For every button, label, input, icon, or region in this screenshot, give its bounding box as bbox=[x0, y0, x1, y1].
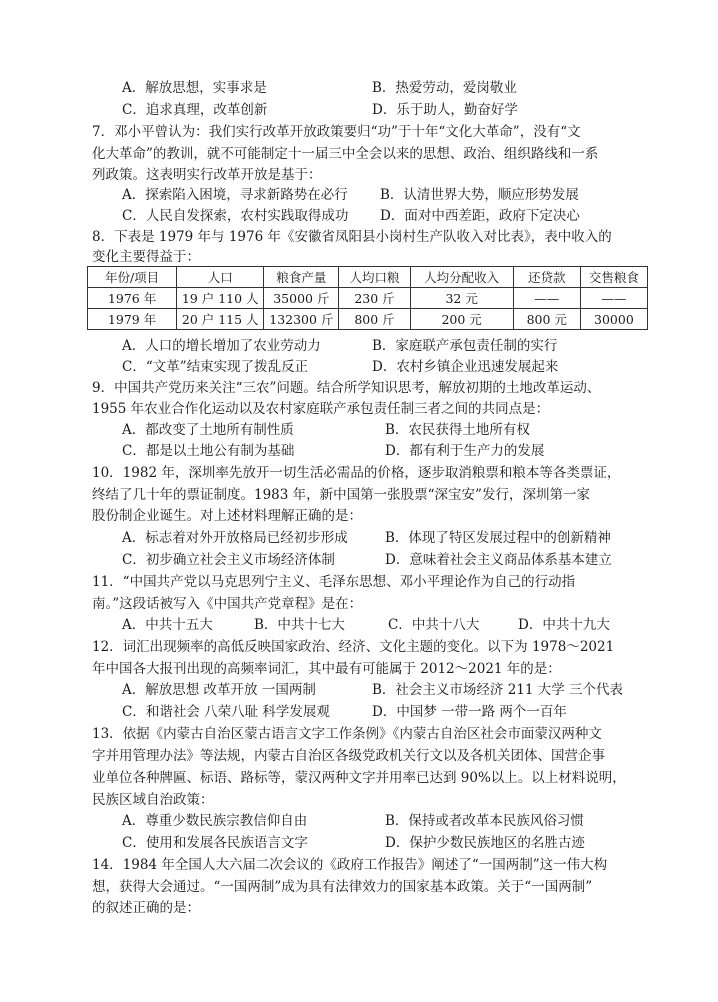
q9-option-a[interactable]: A．都改变了土地所有制性质 bbox=[122, 422, 294, 438]
q7-stem-line-1: 7．邓小平曾认为：我们实行改革开放政策要归“功”于十年“文化大革命”，没有“文 bbox=[92, 124, 581, 140]
q14-stem-line-3: 的叙述正确的是： bbox=[92, 900, 200, 916]
table-cell: 800 斤 bbox=[339, 309, 410, 330]
q11-stem-line-2: 南。”这段话被写入《中国共产党章程》是在： bbox=[92, 596, 363, 612]
q13-stem-line-2: 字并用管理办法》等法规，内蒙古自治区各级党政机关行文以及各机关团体、国营企事 bbox=[92, 748, 605, 764]
table-header-cell: 人均口粮 bbox=[339, 267, 410, 288]
q7-stem-line-2: 化大革命”的教训，就不可能制定十一届三中全会以来的思想、政治、组织路线和一系 bbox=[92, 146, 599, 162]
q6-option-a[interactable]: A．解放思想，实事求是 bbox=[122, 80, 267, 96]
q8-option-d[interactable]: D．农村乡镇企业迅速发展起来 bbox=[372, 359, 559, 375]
q7-option-c[interactable]: C．人民自发探索，农村实践取得成功 bbox=[122, 208, 349, 224]
income-comparison-table bbox=[87, 266, 648, 330]
table-cell: 230 斤 bbox=[339, 288, 410, 309]
q11-option-b[interactable]: B．中共十七大 bbox=[254, 617, 345, 633]
q12-option-c[interactable]: C．和谐社会 八荣八耻 科学发展观 bbox=[122, 704, 330, 720]
q10-stem-line-1: 10．1982 年，深圳率先放开一切生活必需品的价格，逐步取消粮票和粮本等各类票证， bbox=[92, 465, 621, 481]
q10-option-b[interactable]: B．体现了特区发展过程中的创新精神 bbox=[385, 530, 611, 546]
table-cell: 20 户 115 人 bbox=[177, 309, 264, 330]
q12-option-a[interactable]: A．解放思想 改革开放 一国两制 bbox=[122, 682, 316, 698]
q12-option-d[interactable]: D．中国梦 一带一路 两个一百年 bbox=[372, 704, 567, 720]
table-cell: 30000 bbox=[580, 309, 647, 330]
q6-option-c[interactable]: C．追求真理，改革创新 bbox=[122, 102, 268, 118]
table-cell: 200 元 bbox=[410, 309, 513, 330]
table-header-cell: 交售粮食 bbox=[580, 267, 647, 288]
table-cell: —— bbox=[580, 288, 647, 309]
q12-stem-line-2: 年中国各大报刊出现的高频率词汇，其中最有可能属于 2012～2021 年的是： bbox=[92, 661, 561, 677]
table-cell: 800 元 bbox=[513, 309, 580, 330]
table-cell: 19 户 110 人 bbox=[177, 288, 264, 309]
q7-option-d[interactable]: D．面对中西差距，政府下定决心 bbox=[380, 208, 580, 224]
q8-option-c[interactable]: C．“文革”结束实现了拨乱反正 bbox=[122, 359, 309, 375]
q6-option-b[interactable]: B．热爱劳动，爱岗敬业 bbox=[372, 80, 517, 96]
q13-stem-line-4: 民族区域自治政策： bbox=[92, 792, 214, 808]
q11-stem-line-1: 11．“中国共产党以马克思列宁主义、毛泽东思想、邓小平理论作为自己的行动指 bbox=[92, 574, 576, 590]
q10-stem-line-3: 股份制企业诞生。对上述材料理解正确的是： bbox=[92, 508, 362, 524]
q8-option-a[interactable]: A．人口的增长增加了农业劳动力 bbox=[122, 338, 321, 354]
q8-stem-line-1: 8．下表是 1979 年与 1976 年《安徽省凤阳县小岗村生产队收入对比表》，表中收入的 bbox=[92, 229, 612, 245]
table-header-cell: 还贷款 bbox=[513, 267, 580, 288]
q11-option-d[interactable]: D．中共十九大 bbox=[518, 617, 610, 633]
table-header-cell: 人口 bbox=[177, 267, 264, 288]
q9-option-c[interactable]: C．都是以土地公有制为基础 bbox=[122, 443, 295, 459]
q6-option-d[interactable]: D．乐于助人，勤奋好学 bbox=[372, 102, 518, 118]
table-cell: 32 元 bbox=[410, 288, 513, 309]
table-row bbox=[88, 288, 648, 309]
q7-option-a[interactable]: A．探索陷入困境，寻求新路势在必行 bbox=[122, 187, 348, 203]
q11-option-a[interactable]: A．中共十五大 bbox=[122, 617, 213, 633]
table-cell: 132300 斤 bbox=[264, 309, 339, 330]
q9-stem-line-1: 9．中国共产党历来关注“三农”问题。结合所学知识思考，解放初期的土地改革运动、 bbox=[92, 380, 601, 396]
q13-option-a[interactable]: A．尊重少数民族宗教信仰自由 bbox=[122, 813, 308, 829]
q7-stem-line-3: 列政策。这表明实行改革开放是基于： bbox=[92, 167, 322, 183]
q13-stem-line-1: 13．依据《内蒙古自治区蒙古语言文字工作条例》《内蒙古自治区社会市面蒙汉两种文 bbox=[92, 726, 602, 742]
q12-stem-line-1: 12．词汇出现频率的高低反映国家政治、经济、文化主题的变化。以下为 1978～2021 bbox=[92, 639, 615, 655]
q13-option-c[interactable]: C．使用和发展各民族语言文字 bbox=[122, 835, 308, 851]
table-cell: 35000 斤 bbox=[264, 288, 339, 309]
table-row bbox=[88, 309, 648, 330]
table-header-cell: 人均分配收入 bbox=[410, 267, 513, 288]
q10-option-d[interactable]: D．意味着社会主义商品体系基本建立 bbox=[385, 552, 612, 568]
table-header-cell: 年份/项目 bbox=[88, 267, 177, 288]
q10-stem-line-2: 终结了几十年的票证制度。1983 年，新中国第一张股票“深宝安”发行，深圳第一家 bbox=[92, 487, 590, 503]
q13-stem-line-3: 业单位各种牌匾、标语、路标等，蒙汉两种文字并用率已达到 90%以上。以上材料说明， bbox=[92, 770, 626, 786]
q7-option-b[interactable]: B．认清世界大势，顺应形势发展 bbox=[380, 187, 579, 203]
q12-option-b[interactable]: B．社会主义市场经济 211 大学 三个代表 bbox=[372, 682, 624, 698]
q13-option-b[interactable]: B．保持或者改革本民族风俗习惯 bbox=[385, 813, 584, 829]
q10-option-c[interactable]: C．初步确立社会主义市场经济体制 bbox=[122, 552, 335, 568]
q9-option-b[interactable]: B．农民获得土地所有权 bbox=[385, 422, 530, 438]
q8-option-b[interactable]: B．家庭联产承包责任制的实行 bbox=[372, 338, 558, 354]
table-cell: —— bbox=[513, 288, 580, 309]
q14-stem-line-1: 14．1984 年全国人大六届二次会议的《政府工作报告》阐述了“一国两制”这一伟大构 bbox=[92, 857, 608, 873]
table-cell: 1979 年 bbox=[88, 309, 177, 330]
table-header-row bbox=[88, 267, 648, 288]
table-cell: 1976 年 bbox=[88, 288, 177, 309]
q9-option-d[interactable]: D．都有利于生产力的发展 bbox=[385, 443, 545, 459]
q14-stem-line-2: 想，获得大会通过。“一国两制”成为具有法律效力的国家基本政策。关于“一国两制” bbox=[92, 879, 593, 895]
table-header-cell: 粮食产量 bbox=[264, 267, 339, 288]
q10-option-a[interactable]: A．标志着对外开放格局已经初步形成 bbox=[122, 530, 348, 546]
q8-stem-line-2: 变化主要得益于： bbox=[92, 249, 200, 265]
q9-stem-line-2: 1955 年农业合作化运动以及农村家庭联产承包责任制三者之间的共同点是： bbox=[92, 401, 550, 417]
q13-option-d[interactable]: D．保护少数民族地区的名胜古迹 bbox=[385, 835, 585, 851]
q11-option-c[interactable]: C．中共十八大 bbox=[388, 617, 480, 633]
